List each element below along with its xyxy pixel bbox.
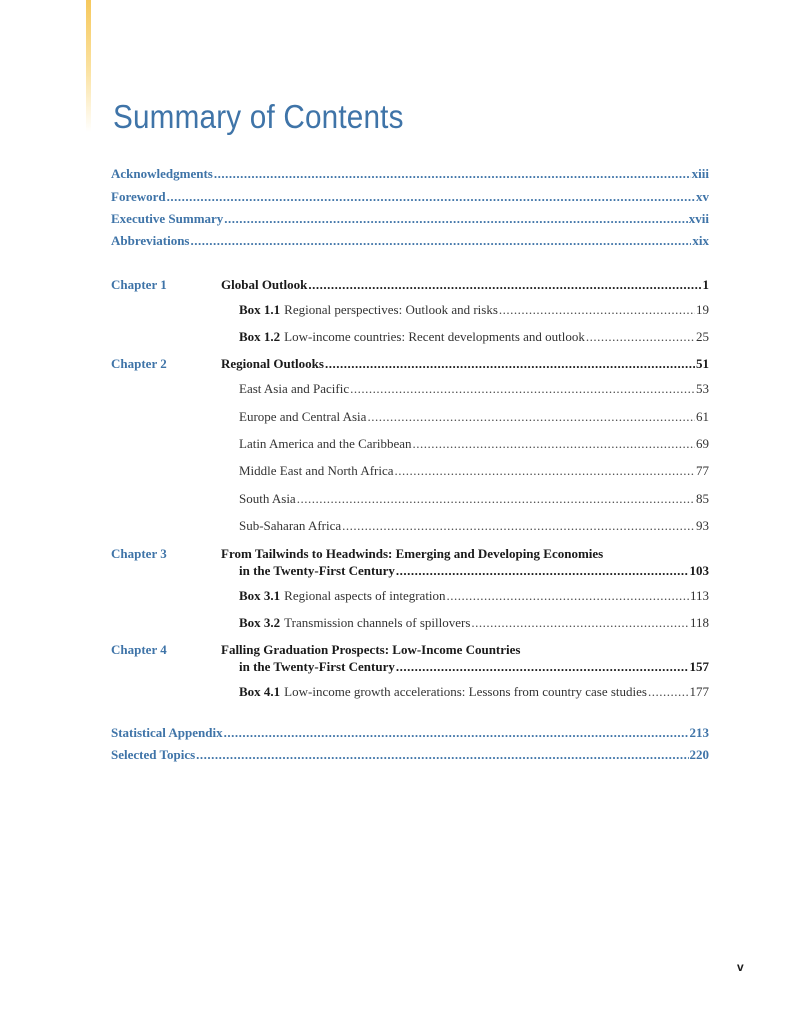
box-title: Low-income countries: Recent developments and outlook xyxy=(284,329,585,344)
dot-leader xyxy=(413,436,695,452)
dot-leader xyxy=(308,277,701,293)
toc-chapter-2[interactable] xyxy=(221,356,709,372)
toc-entry-page: xvii xyxy=(688,211,709,226)
chapter-label: Chapter 3 xyxy=(111,546,167,561)
region-page: 77 xyxy=(696,463,709,478)
toc-entry-foreword[interactable] xyxy=(111,189,709,205)
region-page: 53 xyxy=(696,381,709,396)
chapter-title-line1: From Tailwinds to Headwinds: Emerging and Developing Economies xyxy=(221,546,604,561)
toc-box-4-1[interactable] xyxy=(239,684,709,700)
region-page: 93 xyxy=(696,518,709,533)
toc-entry-abbreviations[interactable] xyxy=(111,233,709,249)
dot-leader xyxy=(471,615,689,631)
region-title: East Asia and Pacific xyxy=(239,381,350,396)
toc-entry-label: Foreword xyxy=(111,189,166,204)
toc-chapter-3[interactable] xyxy=(239,563,709,579)
region-title: Sub-Saharan Africa xyxy=(239,518,342,533)
toc-entry-page: 213 xyxy=(689,725,709,740)
dot-leader xyxy=(297,491,695,507)
dot-leader xyxy=(367,409,695,425)
toc-entry-page: xix xyxy=(692,233,709,248)
dot-leader xyxy=(648,684,689,700)
chapter-title-line1: Falling Graduation Prospects: Low-Income Countries xyxy=(221,642,521,657)
dot-leader xyxy=(224,725,689,741)
chapter-label: Chapter 4 xyxy=(111,642,167,657)
dot-leader xyxy=(167,189,695,205)
dot-leader xyxy=(342,518,695,534)
dot-leader xyxy=(499,302,695,318)
accent-bar xyxy=(86,0,91,132)
dot-leader xyxy=(196,747,688,763)
dot-leader xyxy=(224,211,687,227)
box-page: 19 xyxy=(696,302,709,317)
toc-entry-statistical-appendix[interactable] xyxy=(111,725,709,741)
box-number: Box 3.1 xyxy=(239,588,281,603)
toc-entry-acknowledgments[interactable] xyxy=(111,166,709,182)
toc-box-1-2[interactable] xyxy=(239,329,709,345)
dot-leader xyxy=(396,659,689,675)
toc-entry-selected-topics[interactable] xyxy=(111,747,709,763)
box-title: Transmission channels of spillovers xyxy=(284,615,471,630)
toc-box-1-1[interactable] xyxy=(239,302,709,318)
toc-entry-executive-summary[interactable] xyxy=(111,211,709,227)
region-page: 69 xyxy=(696,436,709,451)
toc-region-south-asia[interactable] xyxy=(239,491,709,507)
dot-leader xyxy=(350,381,695,397)
box-page: 118 xyxy=(689,615,709,630)
toc-entry-label: Executive Summary xyxy=(111,211,224,226)
region-page: 85 xyxy=(696,491,709,506)
toc-region-ssa[interactable] xyxy=(239,518,709,534)
region-title: South Asia xyxy=(239,491,296,506)
chapter-label: Chapter 2 xyxy=(111,356,167,371)
toc-region-latin-america[interactable] xyxy=(239,436,709,452)
page-title: Summary of Contents xyxy=(113,98,404,135)
dot-leader xyxy=(325,356,695,372)
region-title: Latin America and the Caribbean xyxy=(239,436,412,451)
toc-region-east-asia[interactable] xyxy=(239,381,709,397)
toc-chapter-4[interactable] xyxy=(239,659,709,675)
box-number: Box 3.2 xyxy=(239,615,281,630)
dot-leader xyxy=(395,463,695,479)
dot-leader xyxy=(214,166,691,182)
box-page: 113 xyxy=(689,588,709,603)
chapter-title: Regional Outlooks xyxy=(221,356,324,371)
box-number: Box 1.2 xyxy=(239,329,281,344)
toc-region-mena[interactable] xyxy=(239,463,709,479)
box-page: 177 xyxy=(689,684,709,699)
toc-entry-label: Statistical Appendix xyxy=(111,725,223,740)
region-title: Middle East and North Africa xyxy=(239,463,394,478)
box-title: Regional aspects of integration xyxy=(284,588,446,603)
box-title: Regional perspectives: Outlook and risks xyxy=(284,302,498,317)
toc-region-europe[interactable] xyxy=(239,409,709,425)
chapter-label: Chapter 1 xyxy=(111,277,167,292)
dot-leader xyxy=(396,563,689,579)
dot-leader xyxy=(586,329,695,345)
chapter-title-line2: in the Twenty-First Century xyxy=(239,563,395,578)
toc-entry-page: xv xyxy=(696,189,709,204)
toc-entry-page: xiii xyxy=(691,166,709,181)
region-title: Europe and Central Asia xyxy=(239,409,367,424)
chapter-page: 1 xyxy=(702,277,709,292)
toc-entry-label: Abbreviations xyxy=(111,233,190,248)
box-page: 25 xyxy=(696,329,709,344)
toc-entry-page: 220 xyxy=(689,747,709,762)
dot-leader xyxy=(447,588,689,604)
toc-box-3-1[interactable] xyxy=(239,588,709,604)
chapter-title: Global Outlook xyxy=(221,277,308,292)
region-page: 61 xyxy=(696,409,709,424)
toc-entry-label: Acknowledgments xyxy=(111,166,213,181)
chapter-page: 157 xyxy=(689,659,709,674)
toc-chapter-1[interactable] xyxy=(221,277,709,293)
box-title: Low-income growth accelerations: Lessons from country case studies xyxy=(284,684,647,699)
toc-entry-label: Selected Topics xyxy=(111,747,196,762)
box-number: Box 4.1 xyxy=(239,684,281,699)
dot-leader xyxy=(191,233,692,249)
page-number: v xyxy=(737,960,744,974)
box-number: Box 1.1 xyxy=(239,302,281,317)
toc-box-3-2[interactable] xyxy=(239,615,709,631)
chapter-title-line2: in the Twenty-First Century xyxy=(239,659,395,674)
chapter-page: 51 xyxy=(696,356,709,371)
chapter-page: 103 xyxy=(689,563,709,578)
